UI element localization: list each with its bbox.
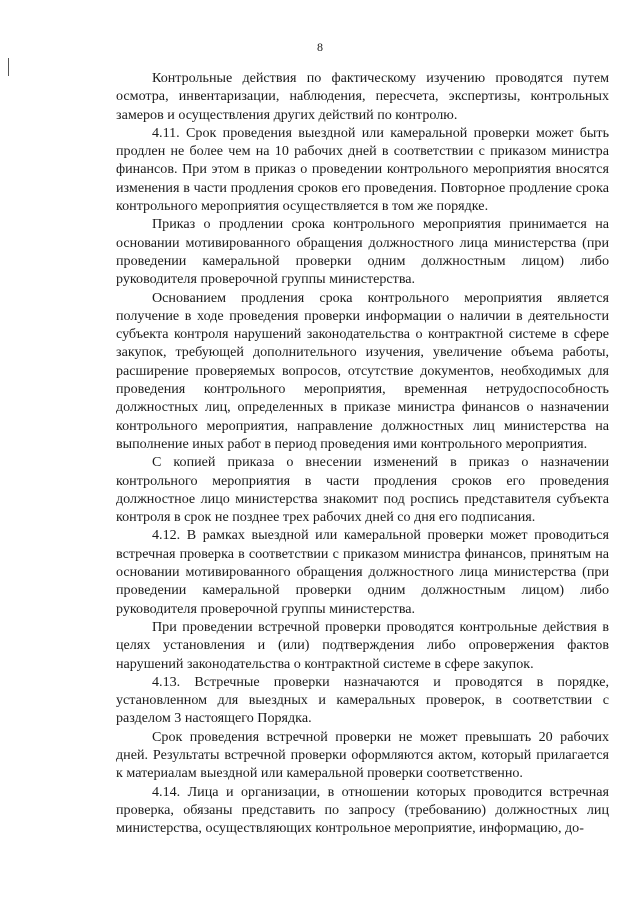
paragraph: 4.11. Срок проведения выездной или камеральной проверки может быть продлен не более чем на 10 рабочих дней в соответствии с приказом министра финансов. При этом в приказ о проведении контрольного мероприятия вносятся изменения в части продления сроков его проведения. Повторное продление срока контрольного мероприятия осуществляется в том же порядке.	[116, 124, 609, 215]
paragraph: 4.13. Встречные проверки назначаются и проводятся в порядке, установленном для выездных и камеральных проверок, в соответствии с разделом 3 настоящего Порядка.	[116, 673, 609, 727]
paragraph: Приказ о продлении срока контрольного мероприятия принимается на основании мотивированного обращения должностного лица министерства (при проведении камеральной проверки одним должностным лицом) либо руководителя проверочной группы министерства.	[116, 216, 609, 288]
paragraph: Основанием продления срока контрольного мероприятия является получение в ходе проведения проверки информации о наличии в деятельности субъекта контроля нарушений законодательства о контрактной системе в сфере закупок, требующей дополнительного изучения, увеличение объема работы, расширение проверяемых вопросов, отсутствие документов, необходимых для проведения контрольного мероприятия, временная нетрудоспособность должностных лиц, определенных в приказе министра финансов о назначении контрольного мероприятия, направление должностных лиц министерства на выполнение иных работ в период проведения ими контрольного мероприятия.	[116, 289, 609, 452]
paragraph: Срок проведения встречной проверки не может превышать 20 рабочих дней. Результаты встречной проверки оформляются актом, который прилагается к материалам выездной или камеральной проверки соответственно.	[116, 728, 609, 782]
margin-mark	[8, 58, 9, 76]
page-number: 8	[317, 40, 323, 54]
paragraph: При проведении встречной проверки проводятся контрольные действия в целях установления и (или) подтверждения либо опровержения фактов нарушений законодательства о контрактной системе в сфере закупок.	[116, 618, 609, 672]
paragraph: С копией приказа о внесении изменений в приказ о назначении контрольного мероприятия в части продления сроков его проведения должностное лицо министерства знакомит под роспись представителя субъекта контроля в срок не позднее трех рабочих дней со дня его подписания.	[116, 454, 609, 526]
paragraph: Контрольные действия по фактическому изучению проводятся путем осмотра, инвентаризации, наблюдения, пересчета, экспертизы, контрольных замеров и осуществления других действий по контролю.	[116, 70, 609, 123]
paragraph: 4.14. Лица и организации, в отношении которых проводится встречная проверка, обязаны представить по запросу (требованию) должностных лиц министерства, осуществляющих контрольное мероприятие, информацию, до-	[116, 783, 609, 837]
document-body	[116, 69, 609, 837]
paragraph: 4.12. В рамках выездной или камеральной проверки может проводиться встречная проверка в соответствии с приказом министра финансов, принятым на основании мотивированного обращения должностного лица министерства (при проведении камеральной проверки одним должностным лицом) либо руководителя проверочной группы министерства.	[116, 527, 609, 617]
